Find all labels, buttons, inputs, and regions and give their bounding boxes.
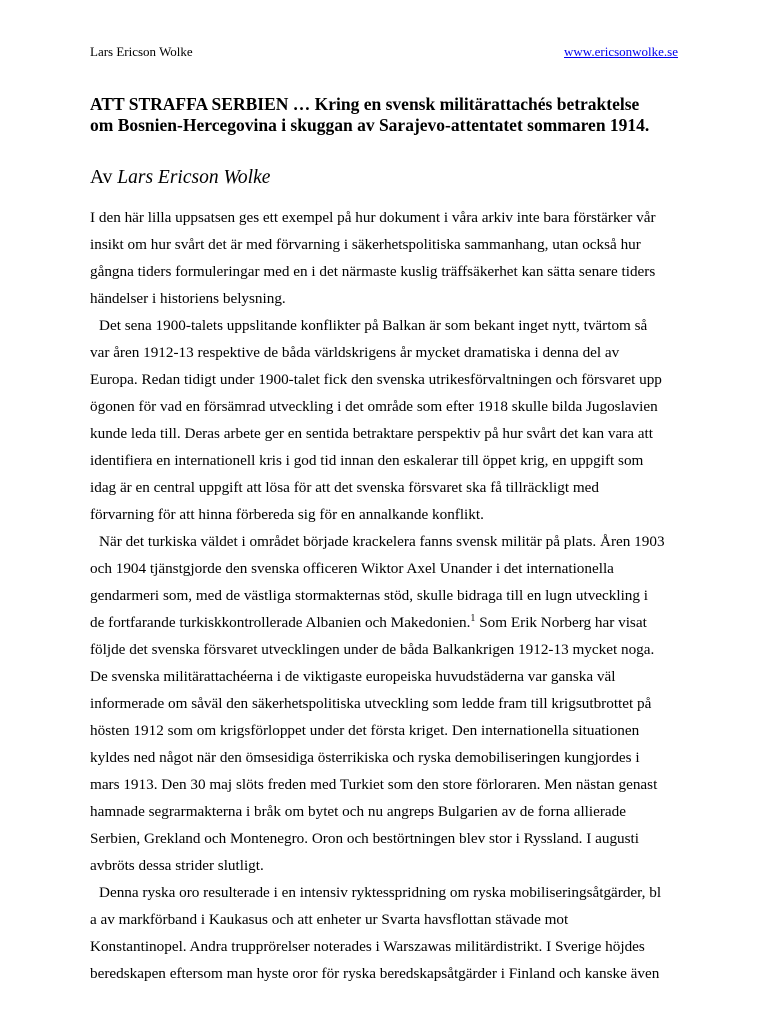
paragraph-russian-unrest (90, 879, 678, 987)
byline-author: Lars Ericson Wolke (117, 167, 271, 188)
text-line: Konstantinopel. Andra trupprörelser noterades i Warszawas militärdistrikt. I Sverige höjdes (90, 938, 645, 955)
text-line: kyldes ned något när den ömsesidiga österrikiska och ryska demobiliseringen kungjordes i (90, 749, 640, 766)
text-line: I den här lilla uppsatsen ges ett exempel på hur dokument i våra arkiv inte bara förstärker vår (90, 209, 656, 226)
website-link[interactable]: www.ericsonwolke.se (564, 44, 678, 59)
text-line: kunde leda till. Deras arbete ger en sentida betraktare perspektiv på hur svårt det kan vara att (90, 425, 653, 442)
text-line: hamnade segrarmakterna i bråk om bytet och nu angreps Bulgarien av de forna allierade (90, 803, 626, 820)
document-page (90, 44, 678, 987)
text-line: De svenska militärattachéerna i de viktigaste europeiska huvudstäderna var ganska väl (90, 668, 616, 685)
text-line: avbröts dessa strider slutligt. (90, 857, 264, 874)
text-line: beredskapen eftersom man hyste oror för ryska beredskapsåtgärder i Finland och kanske även (90, 965, 660, 982)
text-line: händelser i historiens belysning. (90, 290, 286, 307)
text-line: mars 1913. Den 30 maj slöts freden med Turkiet som den store förloraren. Men nästan genast (90, 776, 658, 793)
text-line: de fortfarande turkiskkontrollerade Albanien och Makedonien. (90, 614, 471, 631)
text-line: och 1904 tjänstgjorde den svenska officeren Wiktor Axel Unander i det internationella (90, 560, 614, 577)
text-line: informerade om såväl den säkerhetspolitiska utveckling som ledde fram till krigsutbrottet på (90, 695, 652, 712)
text-line: idag är en central uppgift att lösa för att det svenska försvaret ska få tillräckligt med (90, 479, 600, 496)
title-line: ATT STRAFFA SERBIEN … Kring en svensk militärattachés betraktelse (90, 94, 640, 114)
text-line: identifiera en internationell kris i god tid innan den eskalerar till öppet krig, en uppgift som (90, 452, 644, 469)
text-line: Denna ryska oro resulterade i en intensiv ryktesspridning om ryska mobiliseringsåtgärder, bl (99, 884, 662, 901)
document-title (90, 94, 678, 136)
paragraph-balkan-conflicts (90, 312, 678, 528)
title-line: om Bosnien-Hercegovina i skuggan av Sarajevo-attentatet sommaren 1914. (90, 115, 650, 135)
text-line: gendarmeri som, med de västliga stormakternas stöd, skulle bidraga till en lugn utveckling i (90, 587, 649, 604)
paragraph-turkish-rule (90, 528, 678, 879)
text-line: Som Erik Norberg har visat (475, 614, 647, 631)
text-line: Europa. Redan tidigt under 1900-talet fick den svenska utrikesförvaltningen och försvaret upp (90, 371, 662, 388)
byline (90, 166, 678, 190)
text-line: När det turkiska väldet i området började krackelera fanns svensk militär på plats. Åren 1903 (99, 533, 665, 550)
header-author: Lars Ericson Wolke (90, 44, 193, 59)
text-line: ögonen för vad en försämrad utveckling i det område som efter 1918 skulle bilda Jugoslavien (90, 398, 658, 415)
text-line: a av markförband i Kaukasus och att enheter ur Svarta havsflottan stävade mot (90, 911, 569, 928)
footnote-marker[interactable]: 1 (470, 612, 476, 624)
text-line: Serbien, Grekland och Montenegro. Oron och bestörtningen blev stor i Ryssland. I augusti (90, 830, 639, 847)
byline-prefix: Av (90, 167, 113, 188)
document-body (90, 204, 678, 987)
text-line: förvarning för att hinna förbereda sig för en annalkande konflikt. (90, 506, 484, 523)
text-line: följde det svenska försvaret utvecklingen under de båda Balkankrigen 1912-13 mycket noga. (90, 641, 655, 658)
text-line: insikt om hur svårt det är med förvarning i säkerhetspolitiska sammanhang, utan också hur (90, 236, 641, 253)
text-line: gångna tiders formuleringar med en i det närmaste kuslig träffsäkerhet kan sätta senare tiders (90, 263, 656, 280)
paragraph-intro (90, 204, 678, 312)
text-line: hösten 1912 som om krigsförloppet under det första kriget. Den internationella situationen (90, 722, 640, 739)
text-line: var åren 1912-13 respektive de båda världskrigens år mycket dramatiska i denna del av (90, 344, 620, 361)
page-header (90, 44, 678, 62)
text-line: Det sena 1900-talets uppslitande konflikter på Balkan är som bekant inget nytt, tvärtom så (99, 317, 648, 334)
